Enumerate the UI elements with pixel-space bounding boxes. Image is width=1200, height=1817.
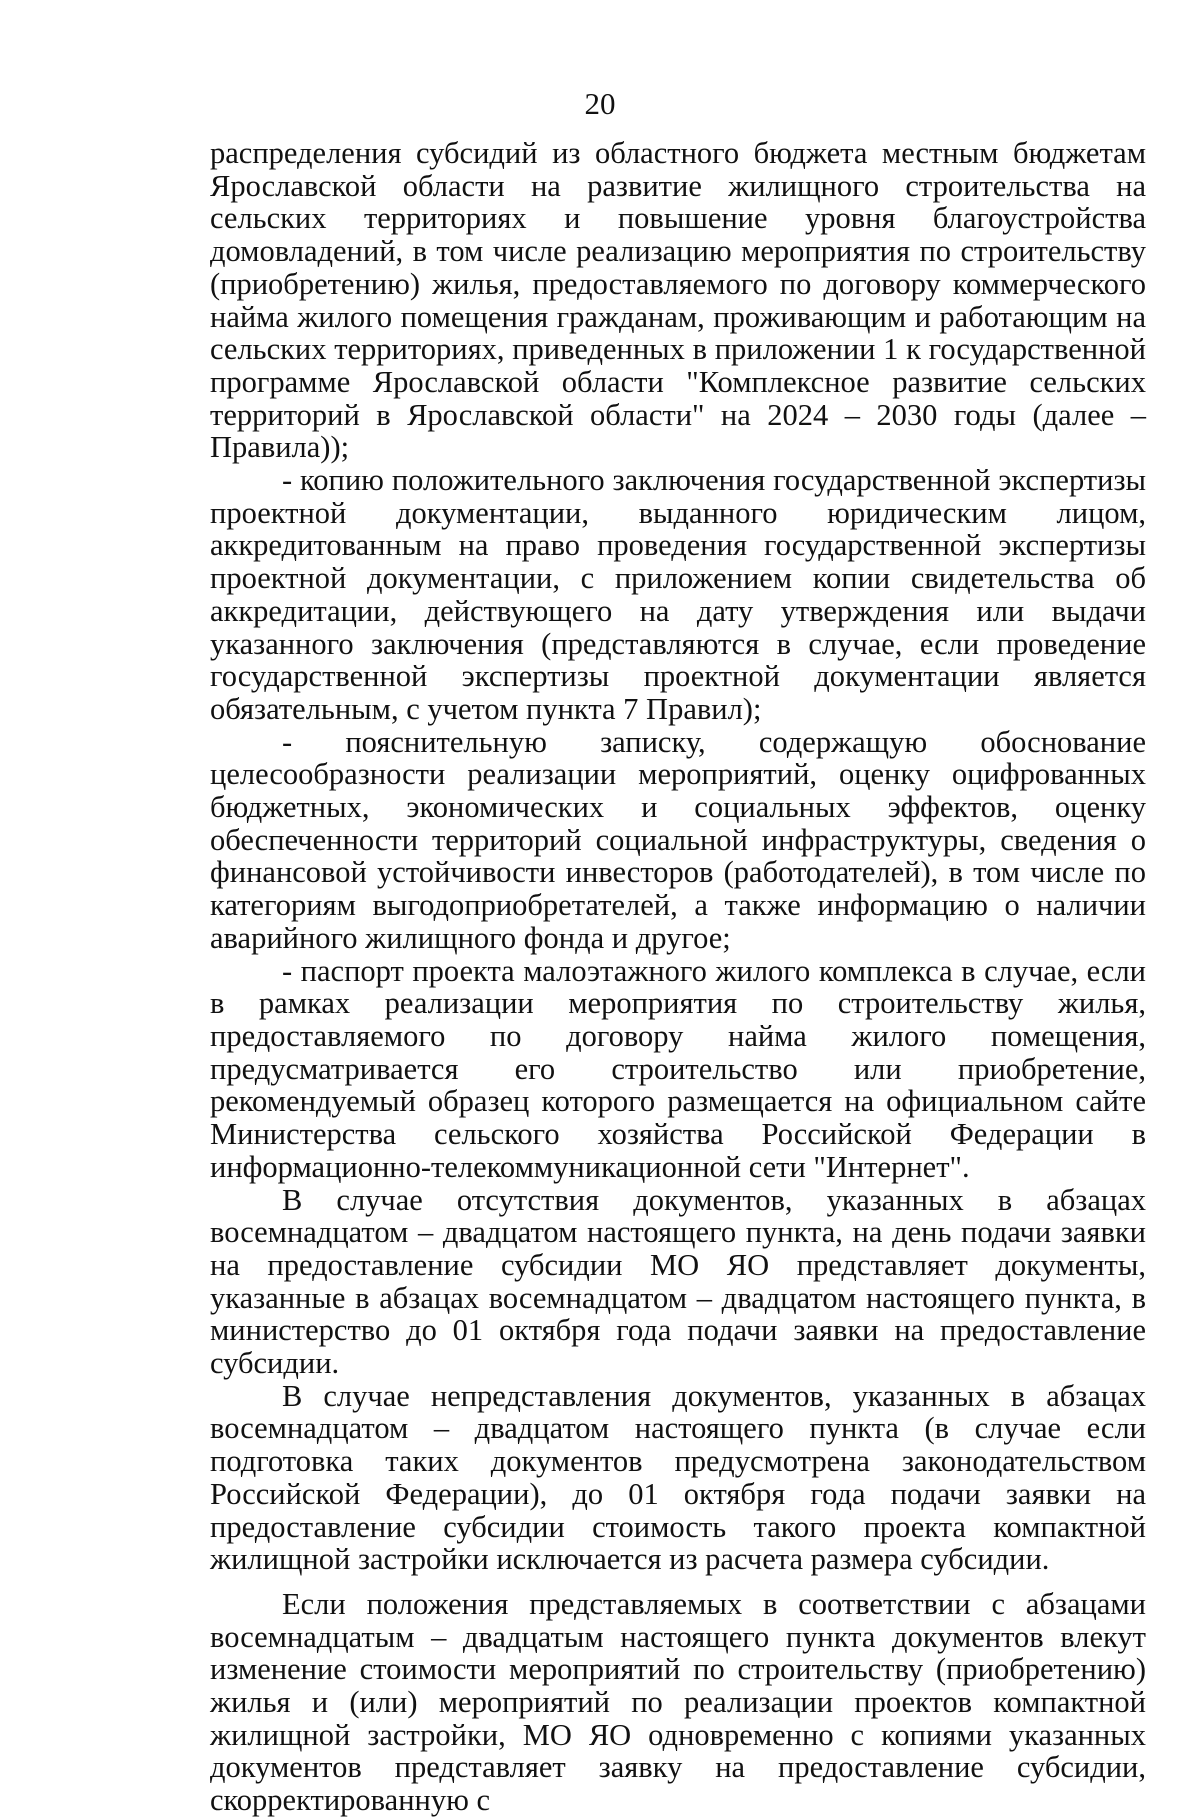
paragraph-expertise-copy: - копию положительного заключения государственной экспертизы проектной документации, выданного юридическим лицом, аккредитованным на право проведения государственной экспертизы проектной документации, с приложением копии свидетельства об аккредитации, действующего на дату утверждения или выдачи указанного заключения (представляются в случае, если проведение государственной экспертизы проектной документации является обязательным, с учетом пункта 7 Правил); xyxy=(210,463,1146,726)
paragraph-missing-documents: В случае отсутствия документов, указанных в абзацах восемнадцатом – двадцатом настоящего пункта, на день подачи заявки на предоставление субсидии МО ЯО представляет документы, указанные в абзацах восемнадцатом – двадцатом настоящего пункта, в министерство до 01 октября года подачи заявки на предоставление субсидии. xyxy=(210,1182,1146,1381)
page-number: 20 xyxy=(584,86,616,121)
paragraph-cost-change: Если положения представляемых в соответствии с абзацами восемнадцатым – двадцатым настоящего пункта документов влекут изменение стоимости мероприятий по строительству (приобретению) жилья и (или) мероприятий по реализации проектов компактной жилищной застройки, МО ЯО одновременно с копиями указанных документов представляет заявку на предоставление субсидии, скорректированную с xyxy=(210,1586,1146,1817)
paragraph-explanatory-note: - пояснительную записку, содержащую обоснование целесообразности реализации мероприятий, оценку оцифрованных бюджетных, экономических и социальных эффектов, оценку обеспеченности территорий социальной инфраструктуры, сведения о финансовой устойчивости инвесторов (работодателей), в том числе по категориям выгодоприобретателей, а также информацию о наличии аварийного жилищного фонда и другое; xyxy=(210,724,1146,955)
paragraph-continuation: распределения субсидий из областного бюджета местным бюджетам Ярославской области на развитие жилищного строительства на сельских территориях и повышение уровня благоустройства домовладений, в том числе реализацию мероприятия по строительству (приобретению) жилья, предоставляемого по договору коммерческого найма жилого помещения гражданам, проживающим и работающим на сельских территориях, приведенных в приложении 1 к государственной программе Ярославской области "Комплексное развитие сельских территорий в Ярославской области" на 2024 – 2030 годы (далее – Правила)); xyxy=(210,136,1146,465)
paragraph-non-submission: В случае непредставления документов, указанных в абзацах восемнадцатом – двадцатом настоящего пункта (в случае если подготовка таких документов предусмотрена законодательством Российской Федерации), до 01 октября года подачи заявки на предоставление субсидии стоимость такого проекта компактной жилищной застройки исключается из расчета размера субсидии. xyxy=(210,1378,1146,1577)
paragraph-project-passport: - паспорт проекта малоэтажного жилого комплекса в случае, если в рамках реализации мероприятия по строительству жилья, предоставляемого по договору найма жилого помещения, предусматривается его строительство или приобретение, рекомендуемый образец которого размещается на официальном сайте Министерства сельского хозяйства Российской Федерации в информационно-телекоммуникационной сети "Интернет". xyxy=(210,953,1146,1184)
document-body xyxy=(210,137,1146,1817)
